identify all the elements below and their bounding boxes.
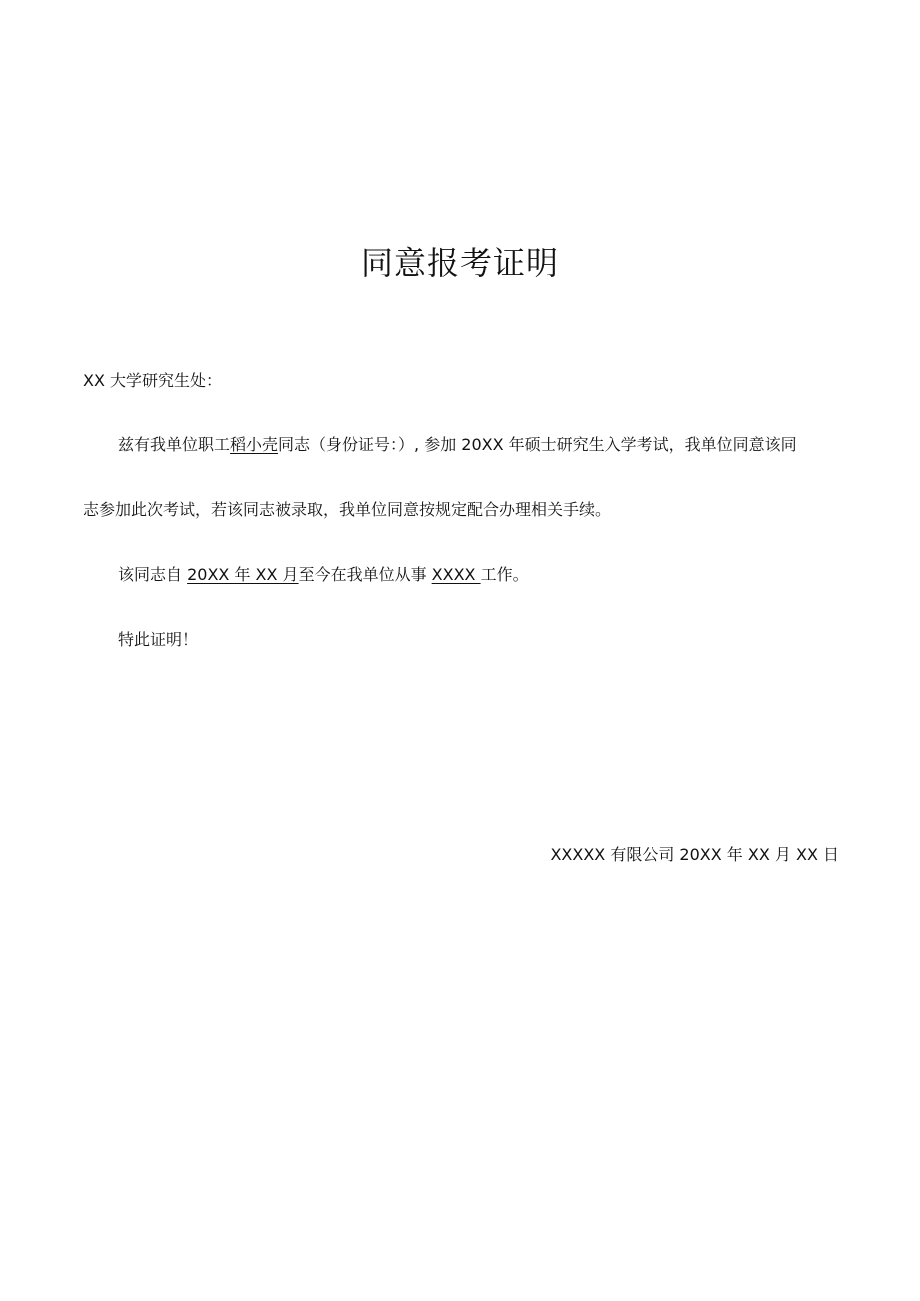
salutation: XX 大学研究生处： — [83, 371, 223, 390]
paragraph-2-text-1: 该同志自 — [118, 565, 188, 584]
paragraph-1-line-1 — [118, 433, 797, 457]
paragraph-2-text-3: 工作。 — [480, 565, 529, 584]
paragraph-2 — [118, 563, 529, 587]
employee-name: 稻小壳 — [230, 435, 279, 454]
paragraph-1-text-2: 同志（身份证号：）, 参加 20XX 年硕士研究生入学考试，我单位同意该同 — [278, 435, 797, 454]
signature-line: XXXXX 有限公司 20XX 年 XX 月 XX 日 — [550, 845, 839, 864]
paragraph-2-text-2: 至今在我单位从事 — [298, 565, 432, 584]
paragraph-1-text-1: 兹有我单位职工 — [118, 435, 231, 454]
document-title: 同意报考证明 — [360, 244, 559, 282]
closing-statement: 特此证明！ — [118, 630, 199, 649]
job-title: XXXX — [431, 565, 481, 584]
employment-start-date: 20XX 年 XX 月 — [187, 565, 299, 584]
paragraph-1-line-2: 志参加此次考试，若该同志被录取，我单位同意按规定配合办理相关手续。 — [83, 500, 612, 519]
